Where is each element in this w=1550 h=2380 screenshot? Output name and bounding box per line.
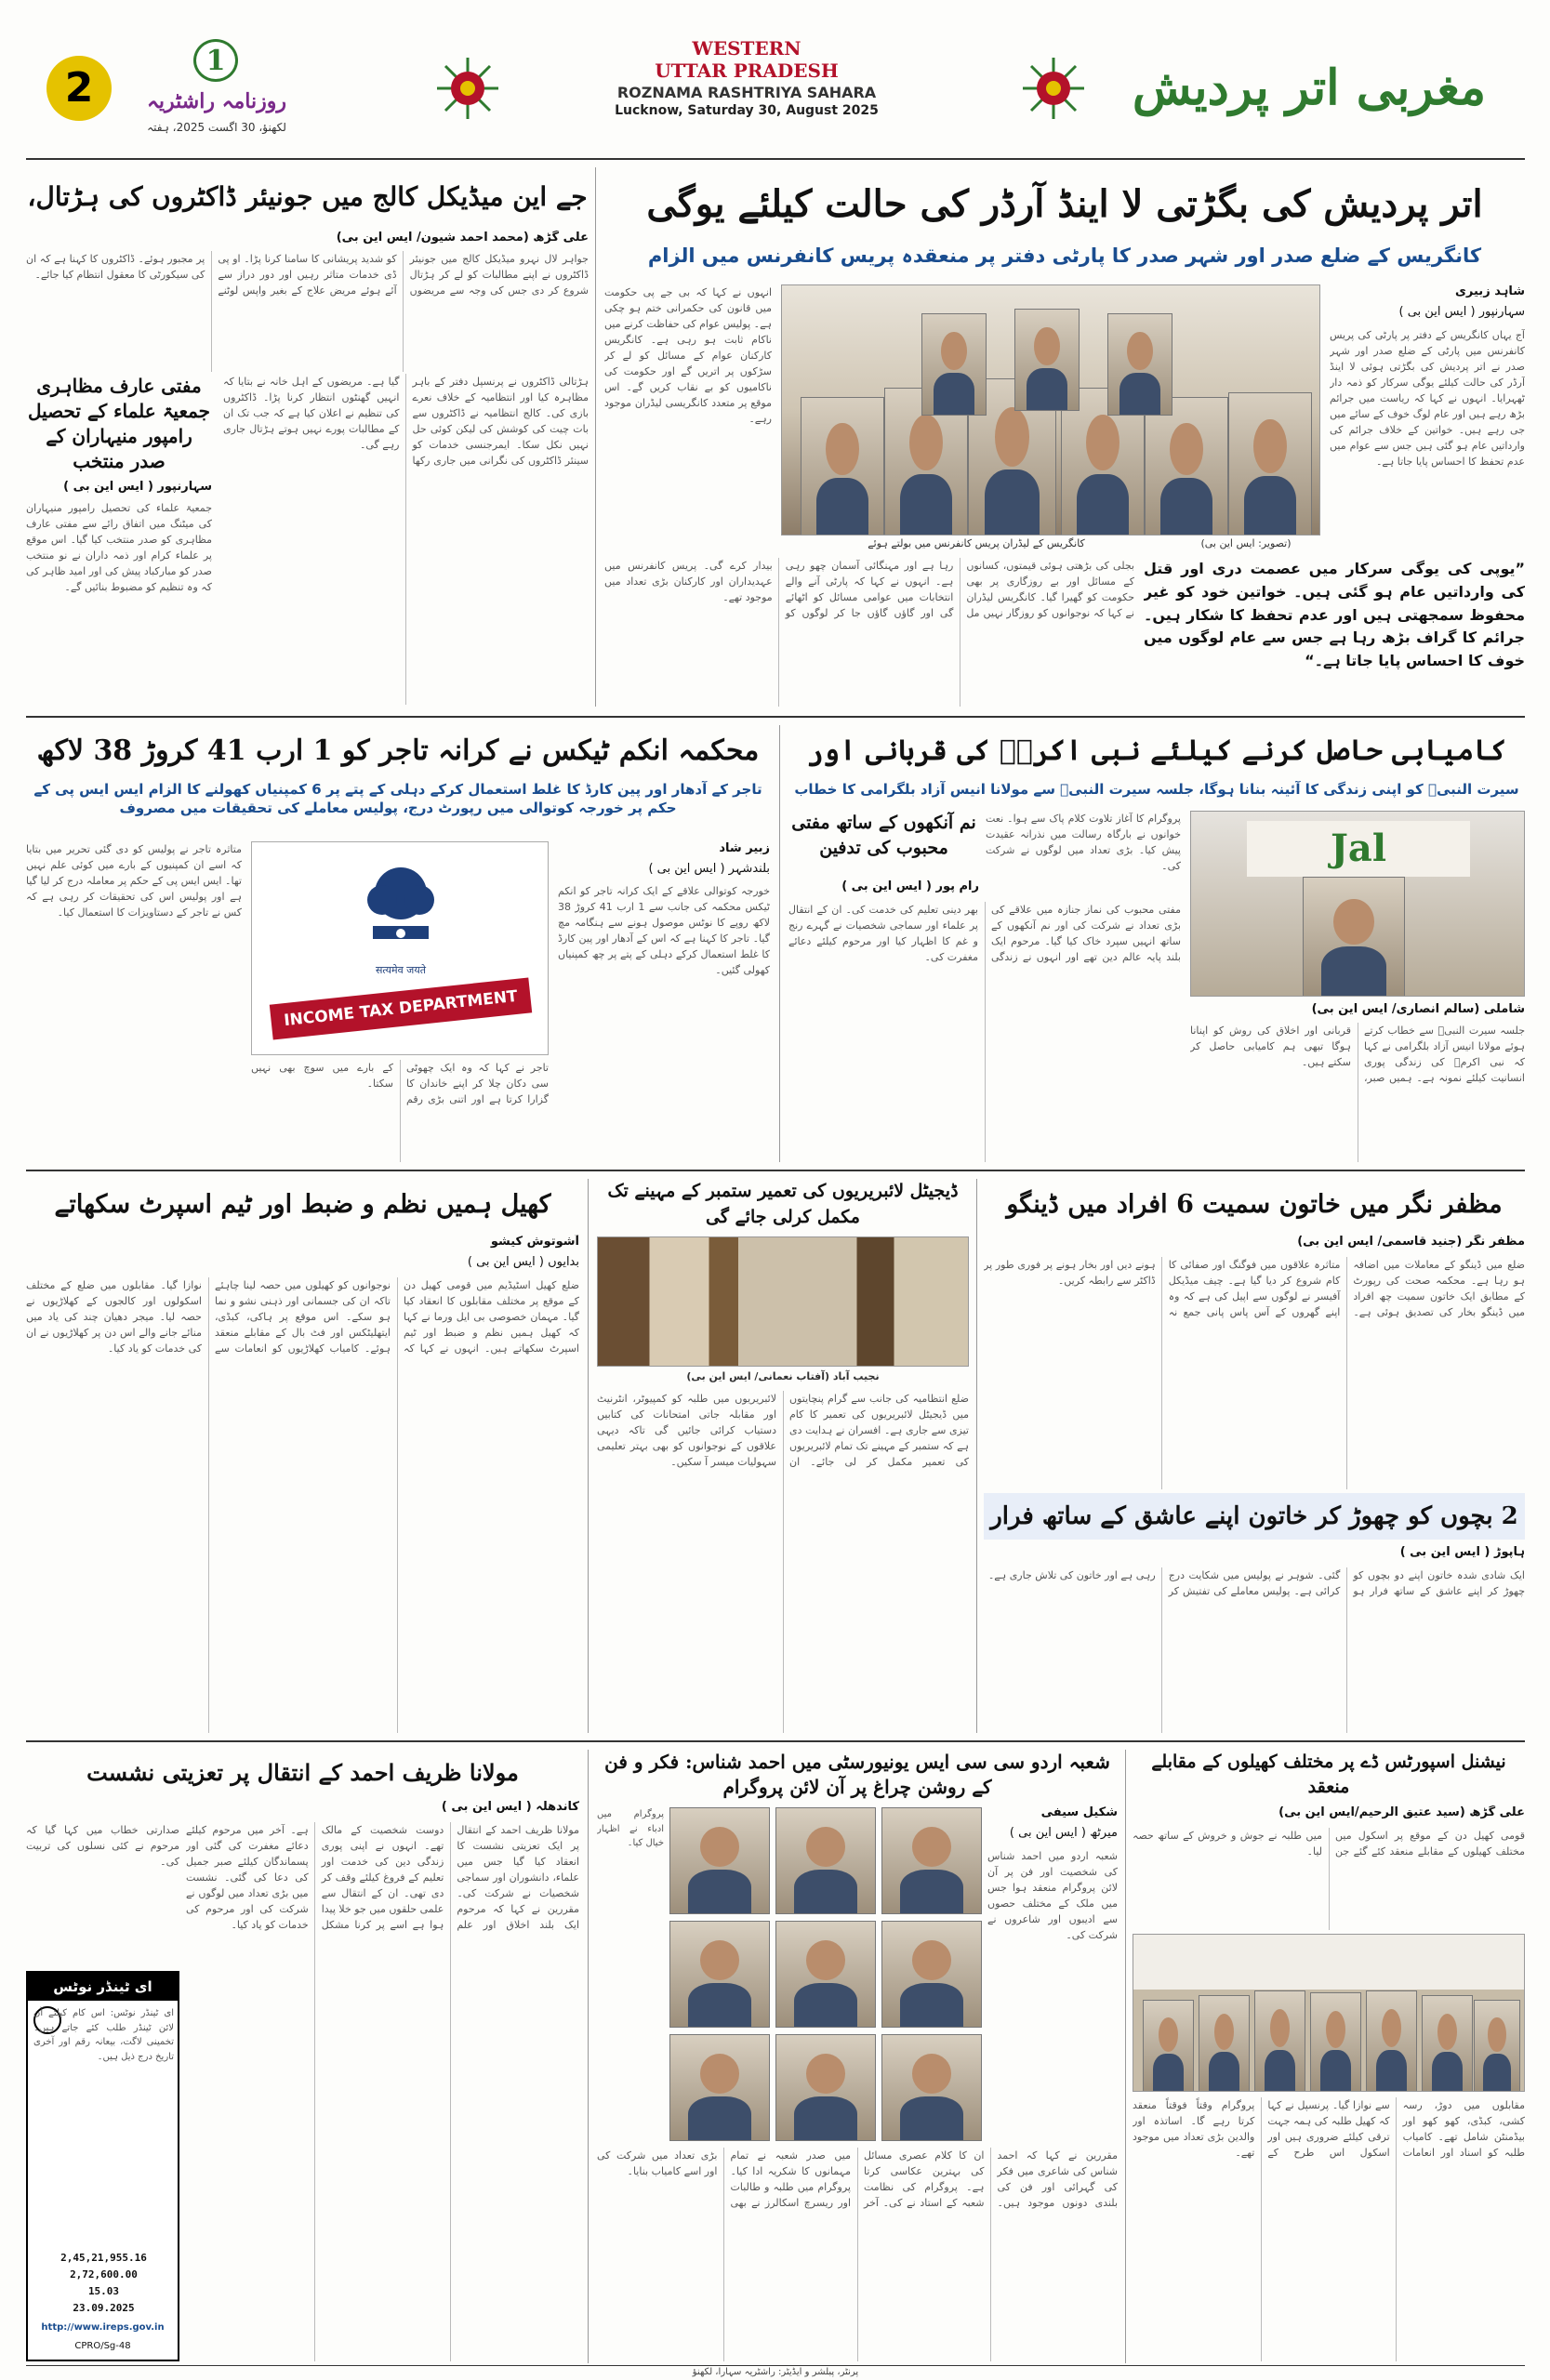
seerat-banner: Jal (1247, 821, 1470, 877)
column-rule-5 (588, 1750, 589, 2363)
paper-name-en: ROZNAMA RASHTRIYA SAHARA (616, 84, 877, 101)
column-rule-4 (976, 1179, 977, 1733)
tender-amount-3: 15.03 (87, 2285, 120, 2297)
amu-reporter: شکیل سیفی (1040, 1805, 1118, 1819)
condolence-body-right: مولانا ظریف احمد کے انتقال پر ایک تعزیتی نشست کا انعقاد کیا گیا جس میں علماء، دانشوران اور سماجی شخصیات نے شرکت کی۔ مقررین نے کہا کہ مرحوم ایک بلند اخلاق اور علم دوست شخصیت کے مالک تھے۔ انہوں نے اپنی پوری زندگی دین کی خدمت اور تعلیم کے فروغ کیلئے وقف کر دی تھی۔ ان کے انتقال سے علمی حلقوں میں جو خلا پیدا ہوا ہے اسے پر کرنا مشکل ہے۔ آخر میں مرحوم کیلئے دعائے مغفرت کی گئی اور پسماندگان کیلئے صبر جمیل کی دعا کی گئی۔ نشست میں بڑی تعداد میں لوگوں نے شرکت کی اور مرحوم کی خدمات کو یاد کیا۔ (186, 1824, 579, 1932)
column-rule (595, 167, 596, 707)
dengue-headline: مظفر نگر میں خاتون سمیت 6 افراد میں ڈینگو (1006, 1190, 1503, 1219)
section-rule-3 (26, 1740, 1525, 1742)
section-rule-2 (26, 1170, 1525, 1171)
anniversary-badge (193, 39, 238, 82)
income-tax-dateline: بلندشہر ( ایس این بی ) (648, 862, 770, 876)
masthead-rule (26, 158, 1525, 160)
library-body: ضلع انتظامیہ کی جانب سے گرام پنچایتوں میں ڈیجیٹل لائبریریوں کی تعمیر کا کام تیزی سے جاری ہے۔ افسران نے ہدایت دی ہے کہ ستمبر کے مہینے تک تمام لائبریریوں کی تعمیر مکمل کر لی جائے۔ ان لائبریریوں میں طلبہ کو کمپیوٹر، انٹرنیٹ اور مقابلہ جاتی امتحانات کی کتابیں دستیاب کرائی جائیں گی تاکہ دیہی علاقوں کے نوجوانوں کو بھی بہتر تعلیمی سہولیات میسر آ سکیں۔ (597, 1393, 969, 1469)
mufti-dateline: رام پور ( ایس این بی ) (841, 879, 979, 893)
income-tax-reporter: زبیر شاد (719, 841, 770, 855)
paper-logo (138, 39, 296, 141)
income-tax-headline: محکمہ انکم ٹیکس نے کرانہ تاجر کو 1 ارب 41 کروڑ 38 لاکھ (36, 734, 760, 767)
section-title: مغربی اتر پردیش (1132, 60, 1487, 116)
paper-logo-text: روزنامہ راشٹریہ (147, 89, 286, 113)
tender-notice-url[interactable]: http://www.ireps.gov.in (41, 2322, 165, 2333)
income-tax-body-bottom: تاجر نے کہا کہ وہ ایک چھوٹی سی دکان چلا کر اپنے خاندان کا گزارا کرتا ہے اور اتنی بڑی رقم کے بارے میں سوچ بھی نہیں سکتا۔ (251, 1062, 549, 1106)
sunburst-emblem-left (435, 56, 500, 121)
footer-strip: پرنٹر، پبلشر و ایڈیٹر: راشٹریہ سہارا، لکھنؤ (26, 2365, 1525, 2378)
edition-line-2: UTTAR PRADESH (655, 60, 839, 82)
seerat-body-right: جلسہ سیرت النبیؐ سے خطاب کرتے ہوئے مولانا انیس آزاد بلگرامی نے کہا کہ نبی اکرمؐ کی زندگی پوری انسانیت کیلئے نمونہ ہے۔ ہمیں صبر، قربانی اور اخلاق کی روش کو اپنانا ہوگا تبھی ہم کامیابی حاصل کر سکتے ہیں۔ (1190, 1025, 1525, 1085)
tender-notice-body: ای ٹینڈر نوٹس: اس کام کیلئے آن لائن ٹینڈر طلب کئے جاتے ہیں۔ تخمینی لاگت، بیعانہ رقم اور آخری تاریخ درج ذیل ہیں۔ (33, 2008, 174, 2062)
sunburst-emblem-right (1021, 56, 1086, 121)
lead-dateline: سہارنپور ( ایس این بی ) (1398, 305, 1525, 319)
sports-headline: کھیل ہمیں نظم و ضبط اور ٹیم اسپرٹ سکھاتے (54, 1190, 551, 1219)
tender-notice-title: ای ٹینڈر نوٹس (28, 1973, 178, 2001)
doctors-headline: جے این میڈیکل کالج میں جونیئر ڈاکٹروں کی ہڑتال، (27, 181, 588, 212)
column-rule-2 (779, 725, 780, 1162)
income-tax-subheadline: تاجر کے آدھار اور پین کارڈ کا غلط استعمال کرکے دہلی کے پتے پر 6 کمپنیاں کھولنے کا الزام ایس ایس پی کے حکم پر خورجہ کوتوالی میں رپورٹ درج، پولیس معاملے کی تحقیقات میں مصروف (33, 781, 762, 816)
emblem-motto: सत्यमेव जयते (375, 964, 426, 976)
lead-pullquote: ”یوپی کی یوگی سرکار میں عصمت دری اور قتل کی وارداتیں عام ہو گئی ہیں۔ خواتین خود کو غیر محفوظ سمجھتی ہیں اور عدم تحفظ کا شکار ہیں۔ جرائم کا گراف بڑھ رہا ہے جس سے عام لوگوں میں خوف کا احساس پایا جاتا ہے۔“ (1144, 560, 1525, 670)
library-headline: ڈیجیٹل لائبریریوں کی تعمیر ستمبر کے مہینے تک مکمل کرلی جائے گی (607, 1181, 959, 1227)
lead-photo (781, 284, 1320, 536)
state-emblem-icon (354, 852, 447, 963)
library-photo (597, 1236, 969, 1367)
jamiat-dateline: سہارنپور ( ایس این بی ) (63, 480, 212, 494)
masthead (26, 28, 1525, 158)
sports-reporter: آشوتوش کیشو (490, 1235, 579, 1249)
school-sports-photo (1133, 1934, 1525, 2092)
dengue-body: ضلع میں ڈینگو کے معاملات میں اضافہ ہو رہا ہے۔ محکمہ صحت کی رپورٹ کے مطابق ایک خاتون سمیت چھ افراد میں ڈینگو بخار کی تصدیق ہوئی ہے۔ متاثرہ علاقوں میں فوگنگ اور صفائی کا کام شروع کر دیا گیا ہے۔ چیف میڈیکل آفیسر نے لوگوں سے اپیل کی ہے کہ وہ اپنے گھروں کے آس پاس پانی جمع نہ ہونے دیں اور بخار ہونے پر فوری طور پر ڈاکٹر سے رابطہ کریں۔ (984, 1259, 1525, 1319)
seerat-subheadline: سیرت النبیؐ کو اپنی زندگی کا آئینہ بنانا ہوگا، جلسہ سیرت النبیؐ سے مولانا انیس آزاد بلگرامی کا خطاب (794, 781, 1519, 798)
seerat-photo (1190, 811, 1525, 997)
condolence-body-left: صدارتی خطاب میں کہا گیا کہ مرحوم نے کئی نسلوں کی تربیت کی۔ (26, 1824, 179, 1869)
jamiat-headline: مفتی عارف مظاہری جمعیۃ علماء کے تحصیل رامپور منیہاران کے صدر منتخب (27, 375, 211, 472)
school-sports-body-bottom: مقابلوں میں دوڑ، رسہ کشی، کبڈی، کھو کھو اور بیڈمنٹن شامل تھے۔ کامیاب طلبہ کو اسناد اور انعامات سے نوازا گیا۔ پرنسپل نے کہا کہ کھیل طلبہ کی ہمہ جہت ترقی کیلئے ضروری ہیں اور اسکول اس طرح کے پروگرام وقتاً فوقتاً منعقد کرتا رہے گا۔ اساتذہ اور والدین بڑی تعداد میں موجود تھے۔ (1133, 2099, 1525, 2160)
doctors-body-2: ہڑتالی ڈاکٹروں نے پرنسپل دفتر کے باہر مظاہرہ کیا اور انتظامیہ کے خلاف نعرے بازی کی۔ کالج انتظامیہ نے ڈاکٹروں سے بات چیت کی کوشش کی لیکن کوئی حل نہیں نکل سکا۔ ایمرجنسی خدمات کو سینئر ڈاکٹروں کی نگرانی میں جاری رکھا گیا ہے۔ مریضوں کے اہل خانہ نے بتایا کہ انہیں گھنٹوں انتظار کرنا پڑا۔ ڈاکٹروں کی تنظیم نے اعلان کیا ہے کہ جب تک ان کے مطالبات پورے نہیں ہوتے ہڑتال جاری رہے گی۔ (223, 376, 589, 468)
seerat-body-left: پروگرام کا آغاز تلاوت کلام پاک سے ہوا۔ نعت خوانوں نے بارگاہ رسالت میں نذرانہ عقیدت پیش کیا۔ بڑی تعداد میں لوگوں نے شرکت کی۔ (986, 813, 1181, 873)
amu-headline: شعبہ اردو سی سی ایس یونیورسٹی میں احمد شناس: فکر و فن کے روشن چراغ پر آن لائن پروگرام (604, 1751, 1110, 1798)
dengue-dateline: مظفر نگر (جنید قاسمی/ ایس این بی) (1297, 1235, 1525, 1249)
condolence-headline: مولانا ظریف احمد کے انتقال پر تعزیتی نشست (86, 1759, 519, 1786)
column-rule-3 (588, 1179, 589, 1733)
edition-block (547, 37, 947, 149)
doctors-dateline: علی گڑھ (محمد احمد شیون/ ایس این بی) (336, 231, 589, 245)
tender-amount-2: 2,72,600.00 (70, 2268, 138, 2281)
amu-participant-grid (669, 1807, 982, 2142)
amu-body-right: شعبہ اردو میں احمد شناس کی شخصیت اور فن پر آن لائن پروگرام منعقد ہوا جس میں ملک کے مختلف حصوں سے ادیبوں اور شاعروں نے شرکت کی۔ (987, 1850, 1118, 1942)
lead-subheadline: کانگریس کے ضلع صدر اور شہر صدر کا پارٹی دفتر پر منعقدہ پریس کانفرنس میں الزام (647, 245, 1482, 267)
income-tax-ribbon: INCOME TAX DEPARTMENT (270, 977, 532, 1039)
income-tax-logo (251, 841, 549, 1055)
seerat-headline: کامیابی حاصل کرنے کیلئے نبی اکرمؐ کی قربانی اور (806, 734, 1507, 767)
school-sports-dateline: علی گڑھ (سید عتیق الرحیم/ایس این بی) (1278, 1805, 1525, 1819)
column-rule-6 (1125, 1750, 1126, 2363)
tender-notice-footer: CPRO/Sg-48 (74, 2341, 131, 2351)
masthead-date-ur: لکھنؤ، 30 اگست 2025، ہفتہ (147, 121, 286, 134)
income-tax-body-left: متاثرہ تاجر نے پولیس کو دی گئی تحریر میں بتایا کہ اسے ان کمپنیوں کے بارے میں کوئی علم نہیں تھا۔ ایس ایس پی کے حکم پر معاملہ درج کر لیا گیا ہے اور پولیس اس کی تحقیقات کر رہی ہے کہ کس نے تاجر کے دستاویزات کا استعمال کیا۔ (26, 843, 242, 919)
amu-body-bottom: مقررین نے کہا کہ احمد شناس کی شاعری میں فکر کی گہرائی اور فن کی بلندی دونوں موجود ہیں۔ ان کا کلام عصری مسائل کی بہترین عکاسی کرتا ہے۔ پروگرام کی نظامت شعبہ کے استاد نے کی۔ آخر میں صدر شعبہ نے تمام مہمانوں کا شکریہ ادا کیا۔ پروگرام میں طلبہ و طالبات اور ریسرچ اسکالرز نے بھی بڑی تعداد میں شرکت کی اور اسے کامیاب بنایا۔ (597, 2149, 1118, 2210)
condolence-dateline: کاندھلہ ( ایس این بی ) (441, 1800, 579, 1814)
doctors-body: جواہر لال نہرو میڈیکل کالج میں جونیئر ڈاکٹروں نے اپنے مطالبات کو لے کر ہڑتال شروع کر دی جس کی وجہ سے مریضوں کو شدید پریشانی کا سامنا کرنا پڑا۔ او پی ڈی خدمات متاثر رہیں اور دور دراز سے آئے ہوئے مریض علاج کے بغیر واپس لوٹنے پر مجبور ہوئے۔ ڈاکٹروں کا کہنا ہے کہ ان کی سیکورٹی کا معقول انتظام کیا جائے۔ (26, 253, 589, 298)
lead-body-bottom: بجلی کی بڑھتی ہوئی قیمتوں، کسانوں کے مسائل اور بے روزگاری پر بھی حکومت کو گھیرا گیا۔ کانگریس لیڈران نے کہا کہ نوجوانوں کو روزگار نہیں مل رہا ہے اور مہنگائی آسمان چھو رہی ہے۔ انہوں نے کہا کہ پارٹی آنے والے انتخابات میں عوامی مسائل کو اٹھائے گی اور گاؤں گاؤں جا کر لوگوں کو بیدار کرے گی۔ پریس کانفرنس میں عہدیداران اور کارکنان بڑی تعداد میں موجود تھے۔ (604, 560, 1134, 620)
jamiat-body: جمعیۃ علماء کی تحصیل رامپور منیہاران کی میٹنگ میں اتفاق رائے سے مفتی عارف مظاہری کو صدر منتخب کیا گیا۔ اس موقع پر علماء کرام اور ذمہ داران نے نو منتخب صدر کو مبارکباد پیش کی اور امید ظاہر کی کہ وہ تنظیم کو مضبوط بنائیں گے۔ (26, 502, 212, 594)
amu-dateline: میرٹھ ( ایس این بی ) (1009, 1826, 1118, 1840)
library-dateline: نجیب آباد (آفتاب نعمانی/ ایس این بی) (686, 1370, 880, 1382)
edition-line-1: WESTERN (692, 37, 801, 60)
sports-dateline: بدایوں ( ایس این بی ) (467, 1255, 579, 1269)
tender-notice (26, 1971, 179, 2361)
income-tax-body-right: خورجہ کوتوالی علاقے کے ایک کرانہ تاجر کو انکم ٹیکس محکمہ کی جانب سے 1 ارب 41 کروڑ 38 لاکھ روپے کا نوٹس موصول ہونے سے ہنگامہ مچ گیا۔ تاجر کا کہنا ہے کہ اس کے آدھار اور پین کارڈ کا غلط استعمال کرکے دہلی کے پتے پر چھ کمپنیاں کھولی گئیں۔ (558, 885, 770, 977)
lead-headline: اتر پردیش کی بگڑتی لا اینڈ آرڈر کی حالت کیلئے یوگی (646, 182, 1483, 226)
lead-photo-credit: (تصویر: ایس این بی) (1200, 537, 1292, 549)
amu-body-left: پروگرام میں ادباء نے اظہار خیال کیا۔ (597, 1809, 664, 1848)
lead-photo-caption: کانگریس کے لیڈران پریس کانفرنس میں بولتے ہوئے (868, 537, 1085, 549)
lead-body-left: انہوں نے کہا کہ بی جے پی حکومت میں قانون کی حکمرانی ختم ہو چکی ہے۔ پولیس عوام کی حفاظت کرنے میں ناکام ثابت ہو رہی ہے۔ کانگریس کارکنان عوام کے مسائل کو لے کر سڑکوں پر اتریں گے اور حکومت کی ناکامیوں کو بے نقاب کریں گے۔ اس موقع پر متعدد کانگریسی لیڈران موجود رہے۔ (604, 286, 772, 426)
seerat-dateline: شاملی (سالم انصاری/ ایس این بی) (1311, 1002, 1525, 1016)
eloped-body: ایک شادی شدہ خاتون اپنے دو بچوں کو چھوڑ کر اپنے عاشق کے ساتھ فرار ہو گئی۔ شوہر نے پولیس میں شکایت درج کرائی ہے۔ پولیس معاملے کی تفتیش کر رہی ہے اور خاتون کی تلاش جاری ہے۔ (987, 1569, 1525, 1598)
lead-body-right: آج یہاں کانگریس کے دفتر پر پارٹی کی پریس کانفرنس میں پارٹی کے ضلع صدر اور شہر صدر نے اتر پردیش کی بگڑتی ہوئی لا اینڈ آرڈر کی حالت کیلئے یوگی سرکار کو ذمہ دار ٹھہرایا۔ انہوں نے کہا کہ ریاست میں جرائم بڑھ رہے ہیں اور عام لوگ خوف کے سائے میں جی رہے ہیں۔ خواتین کے خلاف جرائم کی وارداتیں عام ہو گئی ہیں جس سے عوام میں عدم تحفظ کا احساس پایا جاتا ہے۔ (1330, 329, 1525, 469)
mufti-headline: نم آنکھوں کے ساتھ مفتی محبوب کی تدفین (791, 813, 976, 858)
school-sports-headline: نیشنل اسپورٹس ڈے پر مختلف کھیلوں کے مقابلے منعقد (1151, 1752, 1506, 1797)
tender-amount-4: 23.09.2025 (73, 2302, 135, 2314)
tender-amount-1: 2,45,21,955.16 (60, 2252, 147, 2264)
eloped-headline: 2 بچوں کو چھوڑ کر خاتون اپنے عاشق کے ساتھ فرار (984, 1493, 1525, 1540)
mufti-body: مفتی محبوب کی نماز جنازہ میں علاقے کی بڑی تعداد نے شرکت کی اور نم آنکھوں کے ساتھ انہیں سپرد خاک کیا گیا۔ مرحوم ایک بلند پایہ عالم دین تھے اور انہوں نے زندگی بھر دینی تعلیم کی خدمت کی۔ ان کے انتقال پر علماء اور سماجی شخصیات نے گہرے رنج و غم کا اظہار کیا اور مرحوم کیلئے دعائے مغفرت کی۔ (788, 904, 1181, 964)
school-sports-body-top: قومی کھیل دن کے موقع پر اسکول میں مختلف کھیلوں کے مقابلے منعقد کئے گئے جن میں طلبہ نے جوش و خروش کے ساتھ حصہ لیا۔ (1133, 1830, 1525, 1858)
lead-reporter: شاہد زبیری (1455, 284, 1525, 298)
anniversary-number: 1 (205, 45, 226, 77)
section-rule-1 (26, 716, 1525, 718)
eloped-dateline: ہاپوڑ ( ایس این بی ) (1399, 1545, 1525, 1559)
sports-body: ضلع کھیل اسٹیڈیم میں قومی کھیل دن کے موقع پر مختلف مقابلوں کا انعقاد کیا گیا۔ مہمان خصوصی بی ایل ورما نے کہا کہ کھیل ہمیں نظم و ضبط اور ٹیم اسپرٹ سکھاتے ہیں۔ انہوں نے کہا کہ نوجوانوں کو کھیلوں میں حصہ لینا چاہئے تاکہ ان کی جسمانی اور ذہنی نشو و نما ہو سکے۔ اس موقع پر ہاکی، کبڈی، ایتھلیٹکس اور فٹ بال کے مقابلے منعقد ہوئے۔ کامیاب کھلاڑیوں کو انعامات سے نوازا گیا۔ مقابلوں میں ضلع کے مختلف اسکولوں اور کالجوں کے کھلاڑیوں نے حصہ لیا۔ میجر دھیان چند کی یاد میں منائے جانے والے اس دن پر کھلاڑیوں نے ان کی خدمات کو یاد کیا۔ (26, 1279, 579, 1355)
page-number: 2 (46, 56, 112, 121)
date-en: Lucknow, Saturday 30, August 2025 (615, 103, 879, 118)
